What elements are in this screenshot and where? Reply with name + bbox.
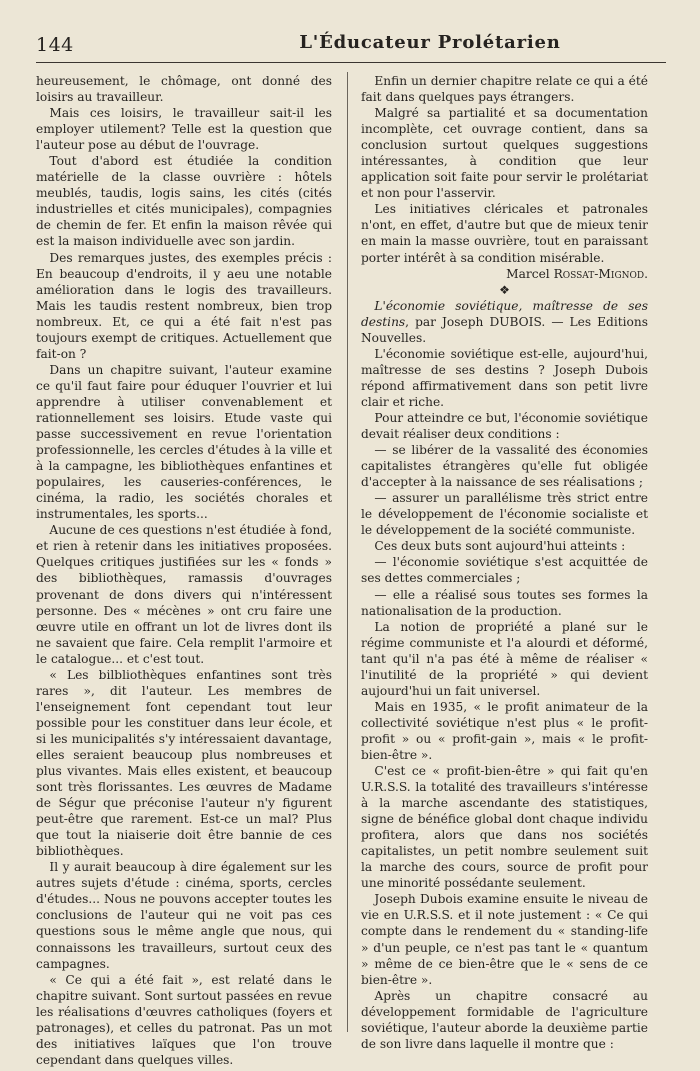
author-name: DUBOIS [489, 314, 542, 329]
paragraph: Les initiatives cléricales et patronales n'ont, en effet, d'autre but que de mieux tenir en main la masse ouvrière, tout en paraissant porter intérêt à sa condition misérable. [361, 202, 648, 265]
book-review-heading [361, 298, 648, 346]
publisher: . — Les Editions Nouvelles. [361, 314, 648, 345]
paragraph: « Ce qui a été fait », est relaté dans le chapitre suivant. Sont surtout passées en revue les réalisations d'œuvres catholiques (foyers et patronages), et celles du patronat. Pas un mot des initiatives laïques que l'on trouve cependant dans quelques villes. [36, 972, 332, 1067]
paragraph: — l'économie soviétique s'est acquittée de ses dettes commerciales ; [361, 555, 648, 586]
journal-title: L'Éducateur Prolétarien [299, 32, 561, 53]
column-divider [347, 72, 348, 1032]
signature-first-name: Marcel [506, 266, 554, 281]
paragraph: heureusement, le chômage, ont donné des loisirs au travailleur. [36, 74, 332, 105]
ornament-icon: ❖ [499, 282, 510, 297]
paragraph: Tout d'abord est étudiée la condition matérielle de la classe ouvrière : hôtels meublés, taudis, logis sains, les cités (cités industrielles et cités municipales), compagnies de chemin de fer. Et enfin la maison rêvée qui est la maison individuelle avec son jardin. [36, 154, 332, 249]
left-column [36, 73, 332, 1068]
paragraph: — assurer un parallélisme très strict entre le développement de l'économie socialiste et le développement de la société communiste. [361, 491, 648, 538]
right-column [361, 73, 648, 1052]
author-prefix: , par Joseph [405, 314, 490, 329]
paragraph: Dans un chapitre suivant, l'auteur examine ce qu'il faut faire pour éduquer l'ouvrier et lui apprendre à utiliser convenablement et rationnellement ses loisirs. Etude vaste qui passe successivement en revue l'orientation professionnelle, les cercles d'études à la ville et à la campagne, les bibliothèques enfantines et populaires, les causeries-conférences, le cinéma, la radio, les sociétés chorales et instrumentales, les sports... [36, 362, 332, 522]
paragraph: Après un chapitre consacré au développement formidable de l'agriculture soviétique, l'auteur aborde la deuxième partie de son livre dans laquelle il montre que : [361, 988, 648, 1051]
paragraph: Mais en 1935, « le profit animateur de la collectivité soviétique n'est plus « le profit-profit » ou « profit-gain », mais « le profit-bien-être ». [361, 699, 648, 762]
signature-last-name: Rossat-Mignod. [553, 266, 648, 281]
paragraph: L'économie soviétique est-elle, aujourd'hui, maîtresse de ses destins ? Joseph Dubois répond affirmativement dans son petit livre clair et riche. [361, 346, 648, 409]
paragraph: Enfin un dernier chapitre relate ce qui a été fait dans quelques pays étrangers. [361, 74, 648, 105]
paragraph: Pour atteindre ce but, l'économie soviétique devait réaliser deux conditions : [361, 410, 648, 442]
paragraph: — se libérer de la vassalité des économies capitalistes étrangères qu'elle fut obligée d'accepter à la naissance de ses réalisations ; [361, 443, 648, 490]
paragraph: Mais ces loisirs, le travailleur sait-il les employer utilement? Telle est la question que l'auteur pose au début de l'ouvrage. [36, 106, 332, 153]
page-number: 144 [36, 34, 74, 56]
paragraph: Malgré sa partialité et sa documentation incomplète, cet ouvrage contient, dans sa conclusion surtout quelques suggestions intéressantes, à condition que leur application soit faite pour servir le prolétariat et non pour l'asservir. [361, 106, 648, 201]
paragraph: C'est ce « profit-bien-être » qui fait qu'en U.R.S.S. la totalité des travailleurs s'intéresse à la marche ascendante des statistiques, signe de bénéfice global dont chaque individu profitera, alors que dans nos sociétés capitalistes, un petit nombre seulement suit la marche des cours, source de profit pour une minorité possédante seulement. [361, 764, 648, 891]
header-rule [36, 62, 666, 63]
paragraph: Ces deux buts sont aujourd'hui atteints : [374, 539, 626, 554]
paragraph: Aucune de ces questions n'est étudiée à fond, et rien à retenir dans les initiatives proposées. Quelques critiques justifiées sur les « fonds » des bibliothèques, ramassis d'ouvrages provenant de dons divers qui n'intéressent personne. Des « mécènes » ont cru faire une œuvre utile en offrant un lot de livres dont ils ne savaient que faire. Cela remplit l'armoire et le catalogue... et c'est tout. [36, 523, 332, 666]
paragraph: — elle a réalisé sous toutes ses formes la nationalisation de la production. [361, 587, 648, 618]
paragraph: Des remarques justes, des exemples précis : En beaucoup d'endroits, il y aeu une notable amélioration dans le logis des travailleurs. Mais les taudis restent nombreux, bien trop nombreux. Et, ce qui a été fait n'est pas toujours exempt de critiques. Actuellement que fait-on ? [36, 250, 332, 361]
paragraph: Il y aurait beaucoup à dire également sur les autres sujets d'étude : cinéma, sports, cercles d'études... Nous ne pouvons accepter toutes les conclusions de l'auteur qui ne voit pas ces questions sous le même angle que nous, qui connaissons les travailleurs, surtout ceux des campagnes. [36, 860, 332, 971]
paragraph: Joseph Dubois examine ensuite le niveau de vie en U.R.S.S. et il note justement : « Ce qui compte dans le rendement du « standing-life » d'un peuple, ce n'est pas tant le « quantum » même de ce bien-être que le « sens de ce bien-être ». [361, 892, 648, 987]
paragraph: La notion de propriété a plané sur le régime communiste et l'a alourdi et déformé, tant qu'il n'a pas été à même de réaliser « l'inutilité de la propriété » qui devient aujourd'hui un fait universel. [361, 619, 648, 698]
paragraph: « Les bilbliothèques enfantines sont très rares », dit l'auteur. Les membres de l'enseignement font cependant tout leur possible pour les constituer dans leur école, et si les municipalités s'y intéressaient davantage, elles seraient beaucoup plus nombreuses et plus vivantes. Mais elles existent, et beaucoup sont très florissantes. Les œuvres de Madame de Ségur que préconise l'auteur n'y figurent peut-être que rarement. Est-ce un mal? Plus que tout la niaiserie doit être bannie de ces bibliothèques. [36, 667, 332, 859]
book-title: L'économie soviétique, maîtresse de ses destins [361, 298, 648, 329]
author-signature [361, 266, 648, 282]
